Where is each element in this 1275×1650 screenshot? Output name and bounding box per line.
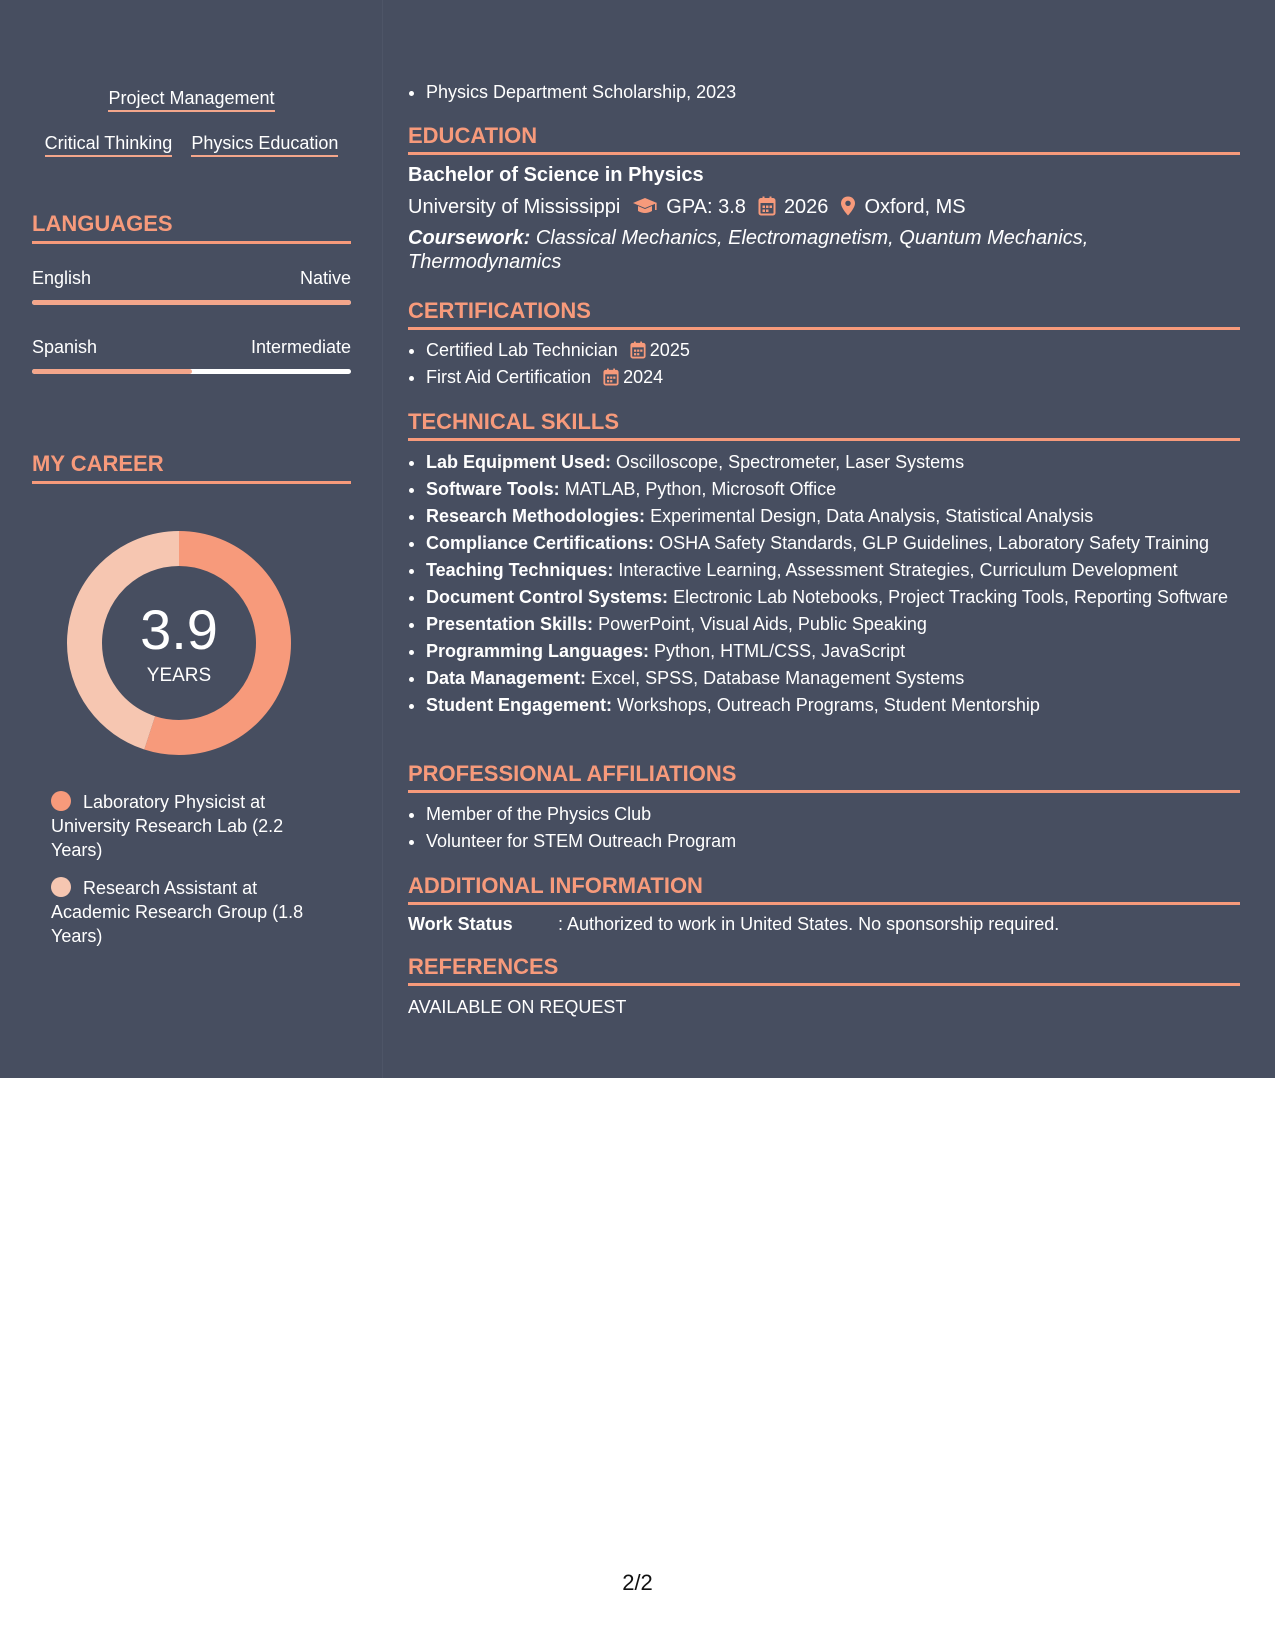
language-bar	[32, 300, 351, 305]
skill-label: Teaching Techniques:	[426, 560, 614, 580]
awards-list	[408, 79, 1240, 106]
graduation-year: 2026	[783, 196, 829, 218]
graduation-cap-icon	[632, 196, 658, 216]
language-level: Native	[299, 268, 351, 288]
work-status-value: : Authorized to work in United States. No sponsorship required.	[558, 914, 1060, 934]
career-total-value: 3.9	[140, 598, 218, 661]
list-item	[426, 584, 1240, 611]
calendar-icon	[603, 368, 619, 386]
skill-label: Software Tools:	[426, 479, 560, 499]
skill-tag: Critical Thinking	[45, 133, 173, 157]
skill-label: Research Methodologies:	[426, 506, 646, 526]
certification-year: 2024	[623, 367, 664, 387]
skill-value: Python, HTML/CSS, JavaScript	[654, 641, 906, 661]
skill-label: Presentation Skills:	[426, 614, 594, 634]
page-number: 2/2	[622, 1570, 653, 1595]
list-item	[426, 692, 1240, 719]
skill-label: Document Control Systems:	[426, 587, 669, 607]
certification-year: 2025	[649, 340, 690, 360]
career-heading: MY CAREER	[32, 451, 351, 484]
list-item	[426, 476, 1240, 503]
affiliations-heading: PROFESSIONAL AFFILIATIONS	[408, 761, 1240, 793]
coursework	[408, 226, 1240, 274]
technical-skills-heading: TECHNICAL SKILLS	[408, 409, 1240, 441]
list-item	[426, 665, 1240, 692]
skill-value: Electronic Lab Notebooks, Project Tracking Tools, Reporting Software	[673, 587, 1229, 607]
location-pin-icon	[840, 196, 856, 216]
language-name: English	[32, 268, 92, 288]
skill-label: Student Engagement:	[426, 695, 613, 715]
languages-heading: LANGUAGES	[32, 211, 351, 244]
skills-row-1	[32, 88, 351, 112]
list-item	[426, 449, 1240, 476]
skill-label: Compliance Certifications:	[426, 533, 655, 553]
career-legend-item	[51, 790, 331, 862]
language-bar-fill	[32, 300, 351, 305]
skill-value: Oscilloscope, Spectrometer, Laser Systems	[616, 452, 965, 472]
career-legend-label: Laboratory Physicist at University Research Lab (2.2 Years)	[51, 792, 284, 860]
skills-row-2	[32, 133, 351, 157]
work-status	[408, 914, 1059, 935]
language-bar-fill	[32, 369, 192, 374]
skill-value: Workshops, Outreach Programs, Student Mentorship	[617, 695, 1040, 715]
references-heading: REFERENCES	[408, 954, 1240, 986]
coursework-text: Classical Mechanics, Electromagnetism, Quantum Mechanics, Thermodynamics	[408, 227, 1089, 273]
skill-label: Programming Languages:	[426, 641, 650, 661]
skill-value: Interactive Learning, Assessment Strategies, Curriculum Development	[618, 560, 1178, 580]
school-location: Oxford, MS	[864, 196, 966, 218]
skill-label: Data Management:	[426, 668, 587, 688]
degree-title: Bachelor of Science in Physics	[408, 164, 704, 186]
education-heading: EDUCATION	[408, 123, 1240, 155]
certification-name: Certified Lab Technician	[426, 340, 618, 360]
affiliations-list	[408, 801, 1240, 855]
language-level: Intermediate	[250, 337, 351, 357]
career-legend-label: Research Assistant at Academic Research Group (1.8 Years)	[51, 878, 304, 946]
skill-value: Excel, SPSS, Database Management Systems	[591, 668, 965, 688]
skill-value: PowerPoint, Visual Aids, Public Speaking	[598, 614, 927, 634]
column-divider	[382, 0, 383, 1078]
list-item	[426, 557, 1240, 584]
work-status-label: Work Status	[408, 914, 513, 934]
list-item: • Physics Department Scholarship, 2023	[426, 79, 1240, 106]
certifications-list	[408, 337, 1240, 391]
list-item	[426, 638, 1240, 665]
skill-tag: Physics Education	[191, 133, 338, 157]
certification-name: First Aid Certification	[426, 367, 592, 387]
school-name: University of Mississippi	[408, 196, 621, 218]
references-text: AVAILABLE ON REQUEST	[408, 997, 627, 1017]
list-item: • Member of the Physics Club	[426, 801, 1240, 828]
certifications-heading: CERTIFICATIONS	[408, 298, 1240, 330]
career-legend-item	[51, 876, 331, 948]
certification-item	[426, 337, 1240, 364]
career-donut-chart	[66, 530, 292, 756]
career-total-unit: YEARS	[146, 665, 212, 686]
calendar-icon	[630, 341, 646, 359]
additional-info-heading: ADDITIONAL INFORMATION	[408, 873, 1240, 905]
education-details	[408, 196, 966, 219]
gpa-value: GPA: 3.8	[666, 196, 746, 218]
language-bar	[32, 369, 351, 374]
language-name: Spanish	[32, 337, 98, 357]
coursework-label: Coursework:	[408, 227, 531, 249]
list-item	[426, 503, 1240, 530]
calendar-icon	[758, 196, 776, 216]
certification-item	[426, 364, 1240, 391]
legend-dot-icon	[51, 877, 71, 897]
skill-label: Lab Equipment Used:	[426, 452, 612, 472]
list-item	[426, 530, 1240, 557]
skill-value: Experimental Design, Data Analysis, Statistical Analysis	[650, 506, 1094, 526]
list-item	[426, 611, 1240, 638]
skill-value: MATLAB, Python, Microsoft Office	[564, 479, 837, 499]
legend-dot-icon	[51, 791, 71, 811]
skill-value: OSHA Safety Standards, GLP Guidelines, Laboratory Safety Training	[659, 533, 1210, 553]
skill-tag: Project Management	[108, 88, 274, 112]
list-item: • Volunteer for STEM Outreach Program	[426, 828, 1240, 855]
technical-skills-list	[408, 449, 1240, 719]
